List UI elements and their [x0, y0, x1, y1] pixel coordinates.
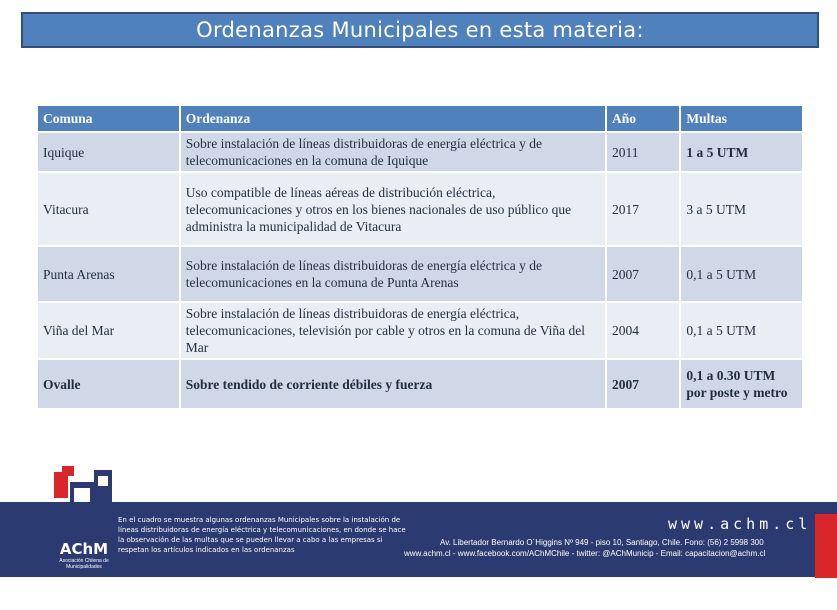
- table-header-row: [38, 106, 802, 131]
- ordinances-table: [36, 106, 804, 408]
- header-multas: Multas: [681, 106, 802, 131]
- cell-ano: 2007: [607, 358, 679, 408]
- cell-comuna: Iquique: [38, 131, 179, 171]
- cell-ano: 2017: [607, 171, 679, 245]
- cell-multas: 1 a 5 UTM: [681, 131, 802, 171]
- logo-wordmark: [54, 540, 114, 570]
- cell-ano: 2011: [607, 131, 679, 171]
- achm-logo-icon: [52, 464, 114, 540]
- table-row: [38, 245, 802, 301]
- logo-subtext: Asociación Chilena de Municipalidades: [59, 558, 109, 570]
- cell-comuna: Vitacura: [38, 171, 179, 245]
- table-row: [38, 131, 802, 171]
- cell-ordenanza: Uso compatible de líneas aéreas de distribución eléctrica, telecomunicaciones y otros en los bienes nacionales de uso público que administra la municipalidad de Vitacura: [181, 171, 605, 245]
- footer-contact: www.achm.cl - www.facebook.com/AChMChile - twitter: @AChMunicip - Email: capacitacion@achm.cl: [404, 549, 766, 558]
- cell-ordenanza: Sobre instalación de líneas distribuidoras de energía eléctrica, telecomunicaciones, televisión por cable y otros en la comuna de Viña del Mar: [181, 301, 605, 358]
- cell-multas: 0,1 a 0.30 UTM por poste y metro: [681, 358, 802, 408]
- header-ano: Año: [607, 106, 679, 131]
- footer-note: En el cuadro se muestra algunas ordenanzas Municipales sobre la instalación de líneas distribuidoras de energía eléctrica y telecomunicaciones, en donde se hace la observación de las multas que se pueden llevar a cabo a las empresas si respetan los artículos indicados en las ordenanzas: [118, 516, 406, 554]
- table-row: [38, 358, 802, 408]
- cell-multas: 3 a 5 UTM: [681, 171, 802, 245]
- footer-address: Av. Libertador Bernardo O´Higgins Nº 949 - piso 10, Santiago, Chile. Fono: (56) 2 5998 300: [440, 538, 764, 547]
- logo-achm-text: AChM: [59, 540, 109, 558]
- header-ordenanza: Ordenanza: [181, 106, 605, 131]
- slide-title-bar: [21, 12, 819, 48]
- table-row: [38, 301, 802, 358]
- footer-red-accent: [815, 514, 837, 578]
- header-comuna: Comuna: [38, 106, 179, 131]
- cell-ordenanza: Sobre instalación de líneas distribuidoras de energía eléctrica y de telecomunicaciones en la comuna de Punta Arenas: [181, 245, 605, 301]
- cell-multas: 0,1 a 5 UTM: [681, 245, 802, 301]
- cell-comuna: Viña del Mar: [38, 301, 179, 358]
- table-row: [38, 171, 802, 245]
- cell-ordenanza: Sobre instalación de líneas distribuidoras de energía eléctrica y de telecomunicaciones en la comuna de Iquique: [181, 131, 605, 171]
- cell-multas: 0,1 a 5 UTM: [681, 301, 802, 358]
- slide-title: Ordenanzas Municipales en esta materia:: [196, 18, 644, 42]
- cell-comuna: Ovalle: [38, 358, 179, 408]
- cell-ano: 2007: [607, 245, 679, 301]
- cell-comuna: Punta Arenas: [38, 245, 179, 301]
- cell-ano: 2004: [607, 301, 679, 358]
- cell-ordenanza: Sobre tendido de corriente débiles y fuerza: [181, 358, 605, 408]
- footer-website[interactable]: www.achm.cl: [668, 515, 812, 533]
